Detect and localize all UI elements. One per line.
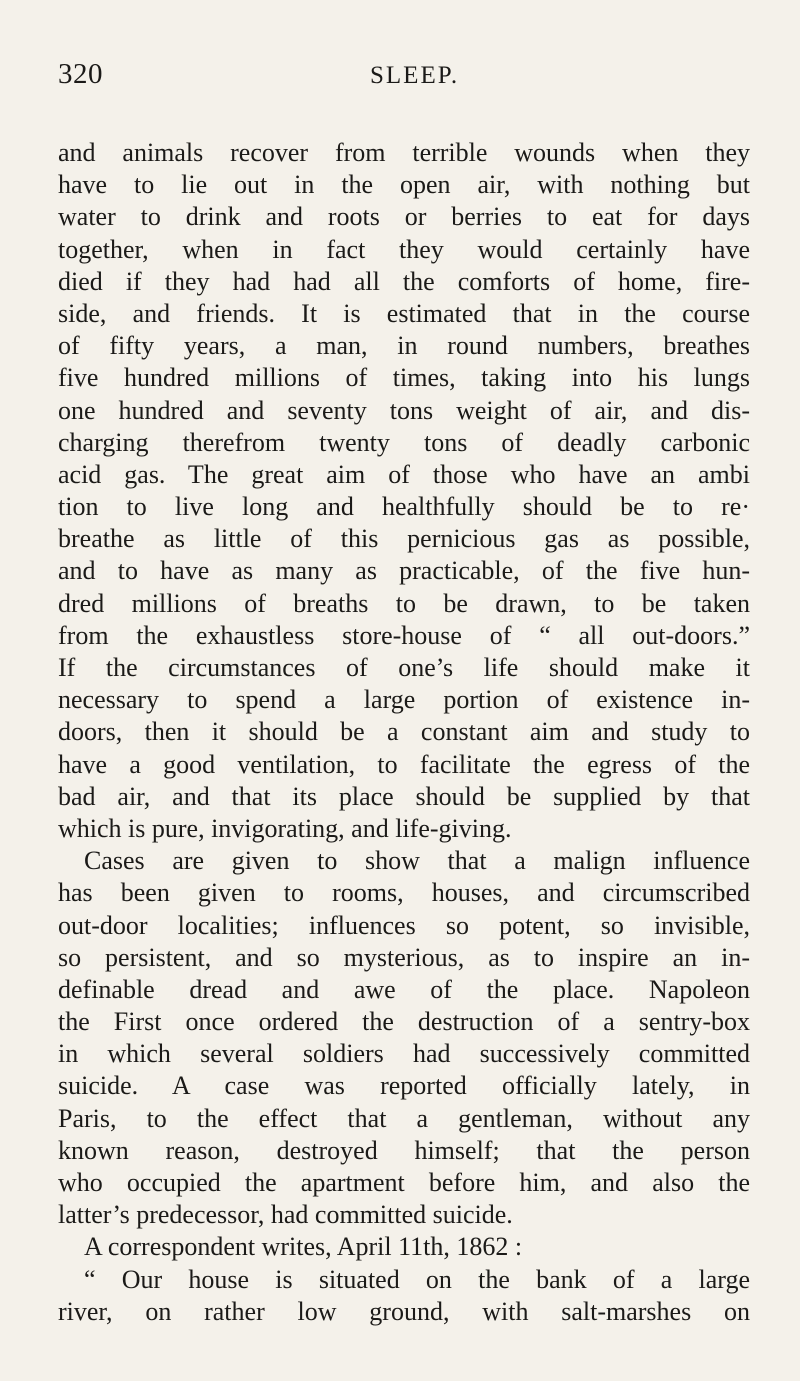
text-line: and animals recover from terrible wounds when they [58, 138, 750, 167]
text-line: breathe as little of this pernicious gas as possible, [58, 524, 750, 554]
text-line: water to drink and roots or berries to eat for days [58, 202, 750, 232]
text-line: in which several soldiers had successively committed [58, 1039, 750, 1069]
paragraph-start-line: Cases are given to show that a malign influence [84, 846, 750, 876]
text-line: known reason, destroyed himself; that the person [58, 1135, 750, 1165]
text-line: doors, then it should be a constant aim and study to [58, 717, 750, 747]
text-line: and to have as many as practicable, of the five hun- [58, 556, 750, 586]
text-line: bad air, and that its place should be supplied by that [58, 781, 750, 811]
page-number: 320 [58, 58, 103, 90]
text-line: have to lie out in the open air, with nothing but [58, 170, 750, 200]
quotation-start-line: “ Our house is situated on the bank of a large [84, 1264, 750, 1294]
paragraph-end-line: latter’s predecessor, had committed suicide. [58, 1200, 513, 1230]
text-line: river, on rather low ground, with salt-marshes on [58, 1296, 750, 1326]
text-line: dred millions of breaths to be drawn, to be taken [58, 588, 750, 618]
text-line: definable dread and awe of the place. Napoleon [58, 974, 750, 1004]
text-line: who occupied the apartment before him, and also the [58, 1168, 750, 1197]
running-head [58, 58, 750, 98]
running-title: SLEEP. [370, 62, 460, 89]
text-line: charging therefrom twenty tons of deadly carbonic [58, 427, 750, 457]
text-line: together, when in fact they would certainly have [58, 234, 750, 264]
text-line: acid gas. The great aim of those who have an ambi [58, 459, 750, 489]
text-line: out-door localities; influences so potent, so invisible, [58, 910, 750, 940]
text-line: five hundred millions of times, taking into his lungs [58, 363, 750, 393]
text-line: necessary to spend a large portion of existence in- [58, 685, 750, 715]
text-line: one hundred and seventy tons weight of air, and dis- [58, 395, 750, 425]
text-line: the First once ordered the destruction of a sentry-box [58, 1007, 750, 1037]
text-line: has been given to rooms, houses, and circumscribed [58, 878, 750, 908]
text-line: of fifty years, a man, in round numbers, breathes [58, 331, 750, 361]
text-line: so persistent, and so mysterious, as to inspire an in- [58, 942, 750, 972]
text-line: died if they had had all the comforts of home, fire- [58, 266, 750, 296]
text-line: have a good ventilation, to facilitate the egress of the [58, 749, 750, 779]
text-line: tion to live long and healthfully should be to re· [58, 492, 750, 522]
text-line: from the exhaustless store-house of “ all out-doors.” [58, 620, 750, 650]
paragraph-end-line: which is pure, invigorating, and life-giving. [58, 813, 512, 843]
text-line: If the circumstances of one’s life should make it [58, 653, 750, 682]
body-text [58, 137, 750, 1328]
text-line: suicide. A case was reported officially lately, in [58, 1071, 750, 1101]
text-line: side, and friends. It is estimated that in the course [58, 298, 750, 328]
paragraph-start-line: A correspondent writes, April 11th, 1862 : [84, 1232, 523, 1262]
text-line: Paris, to the effect that a gentleman, without any [58, 1103, 750, 1133]
